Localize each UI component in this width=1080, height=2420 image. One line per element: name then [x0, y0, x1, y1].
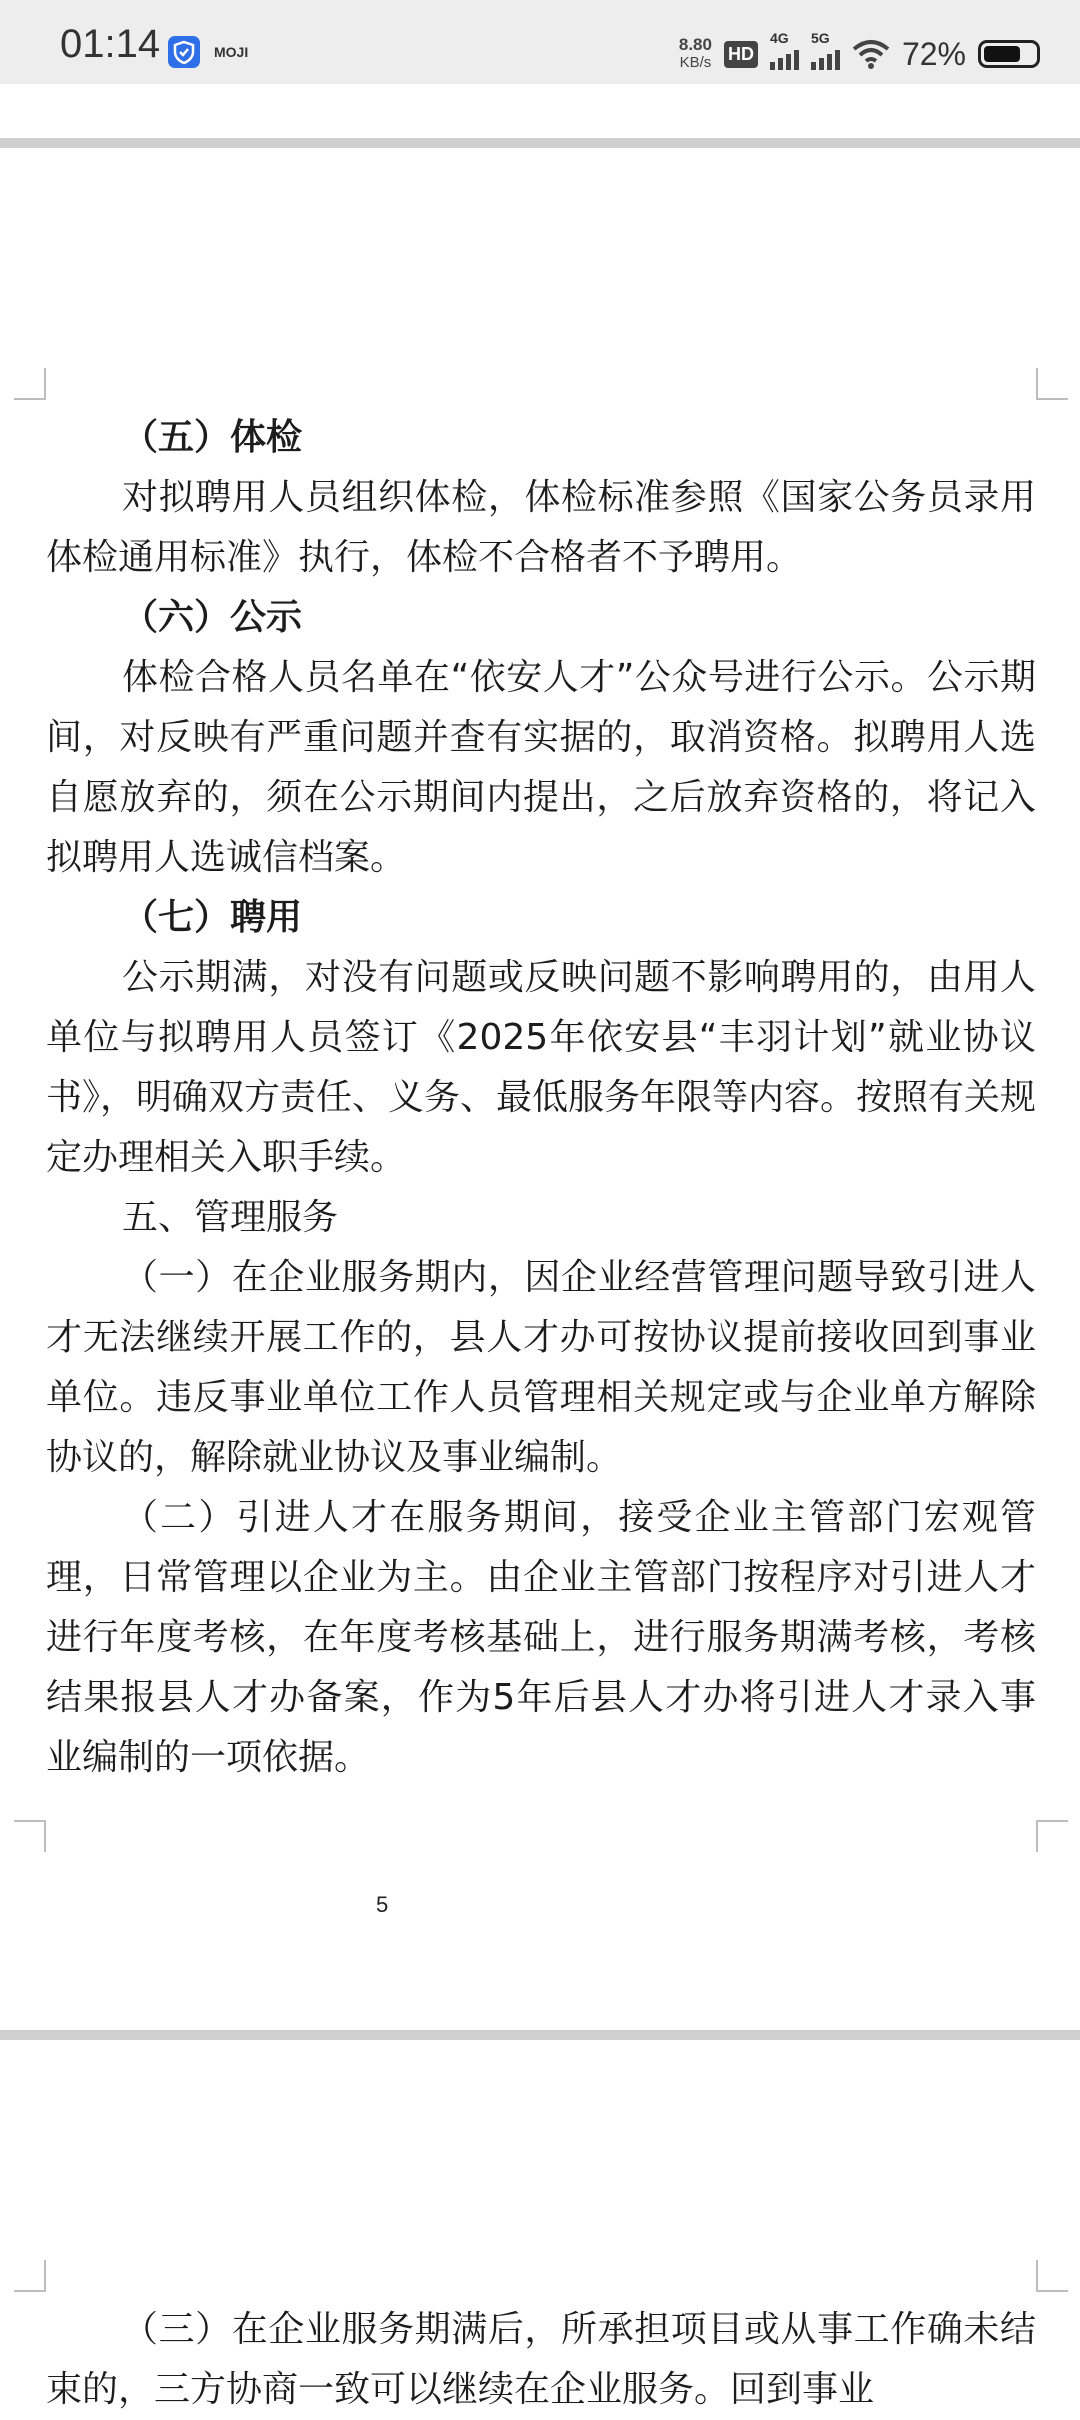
page-corner-mark: [14, 2260, 46, 2292]
battery-fill: [984, 46, 1020, 62]
battery-percent: 72%: [901, 35, 966, 72]
signal-5g-label: 5G: [810, 30, 830, 46]
page-corner-mark: [14, 1820, 46, 1852]
page-corner-mark: [1036, 2260, 1068, 2292]
clock: 01:14: [60, 22, 161, 66]
document-page-5: [46, 408, 1036, 1788]
page-corner-mark: [1036, 1820, 1068, 1852]
paragraph: 公示期满，对没有问题或反映问题不影响聘用的，由用人单位与拟聘用人员签订《2025年依安县“丰羽计划”就业协议书》，明确双方责任、义务、最低服务年限等内容。按照有关规定办理相关入职手续。: [46, 957, 1037, 1178]
signal-4g-icon: [769, 30, 799, 70]
network-speed: [679, 36, 712, 72]
paragraph: （二）引进人才在服务期间，接受企业主管部门宏观管理，日常管理以企业为主。由企业主管部门按程序对引进人才进行年度考核，在年度考核基础上，进行服务期满考核，考核结果报县人才办备案，作为5年后县人才办将引进人才录入事业编制的一项依据。: [46, 1497, 1036, 1778]
status-bar: [0, 0, 1080, 84]
paragraph: 对拟聘用人员组织体检，体检标准参照《国家公务员录用体检通用标准》执行，体检不合格者不予聘用。: [46, 477, 1036, 578]
page-corner-mark: [14, 368, 46, 400]
signal-5g-icon: [810, 30, 840, 70]
hd-voice-icon: HD: [724, 41, 758, 68]
wifi-icon: [852, 39, 890, 69]
page-separator: [0, 138, 1080, 148]
paragraph: （三）在企业服务期满后，所承担项目或从事工作确未结束的，三方协商一致可以继续在企业服务。回到事业: [46, 2309, 1036, 2410]
paragraph: 体检合格人员名单在“依安人才”公众号进行公示。公示期间，对反映有严重问题并查有实据的，取消资格。拟聘用人选自愿放弃的，须在公示期间内提出，之后放弃资格的，将记入拟聘用人选诚信档案。: [46, 657, 1036, 878]
paragraph: （一）在企业服务期内，因企业经营管理问题导致引进人才无法继续开展工作的，县人才办可按协议提前接收回到事业单位。违反事业单位工作人员管理相关规定或与企业单方解除协议的，解除就业协议及事业编制。: [46, 1257, 1036, 1478]
network-speed-value: 8.80: [678, 35, 712, 54]
shield-icon: [168, 36, 200, 68]
section-heading-management-service: 五、管理服务: [122, 1197, 339, 1238]
moji-weather-icon: MOJI: [214, 44, 249, 60]
section-heading-physical-exam: （五）体检: [122, 417, 303, 458]
status-icons: [679, 30, 1040, 78]
page-corner-mark: [1036, 368, 1068, 400]
battery-icon: [978, 40, 1040, 68]
section-heading-publicity: （六）公示: [122, 597, 303, 638]
page-number: 5: [376, 1892, 389, 1917]
page-separator: [0, 2030, 1080, 2040]
network-speed-unit: KB/s: [679, 54, 712, 71]
signal-4g-label: 4G: [769, 30, 789, 46]
section-heading-employment: （七）聘用: [122, 897, 303, 938]
document-page-6: [46, 2300, 1036, 2420]
